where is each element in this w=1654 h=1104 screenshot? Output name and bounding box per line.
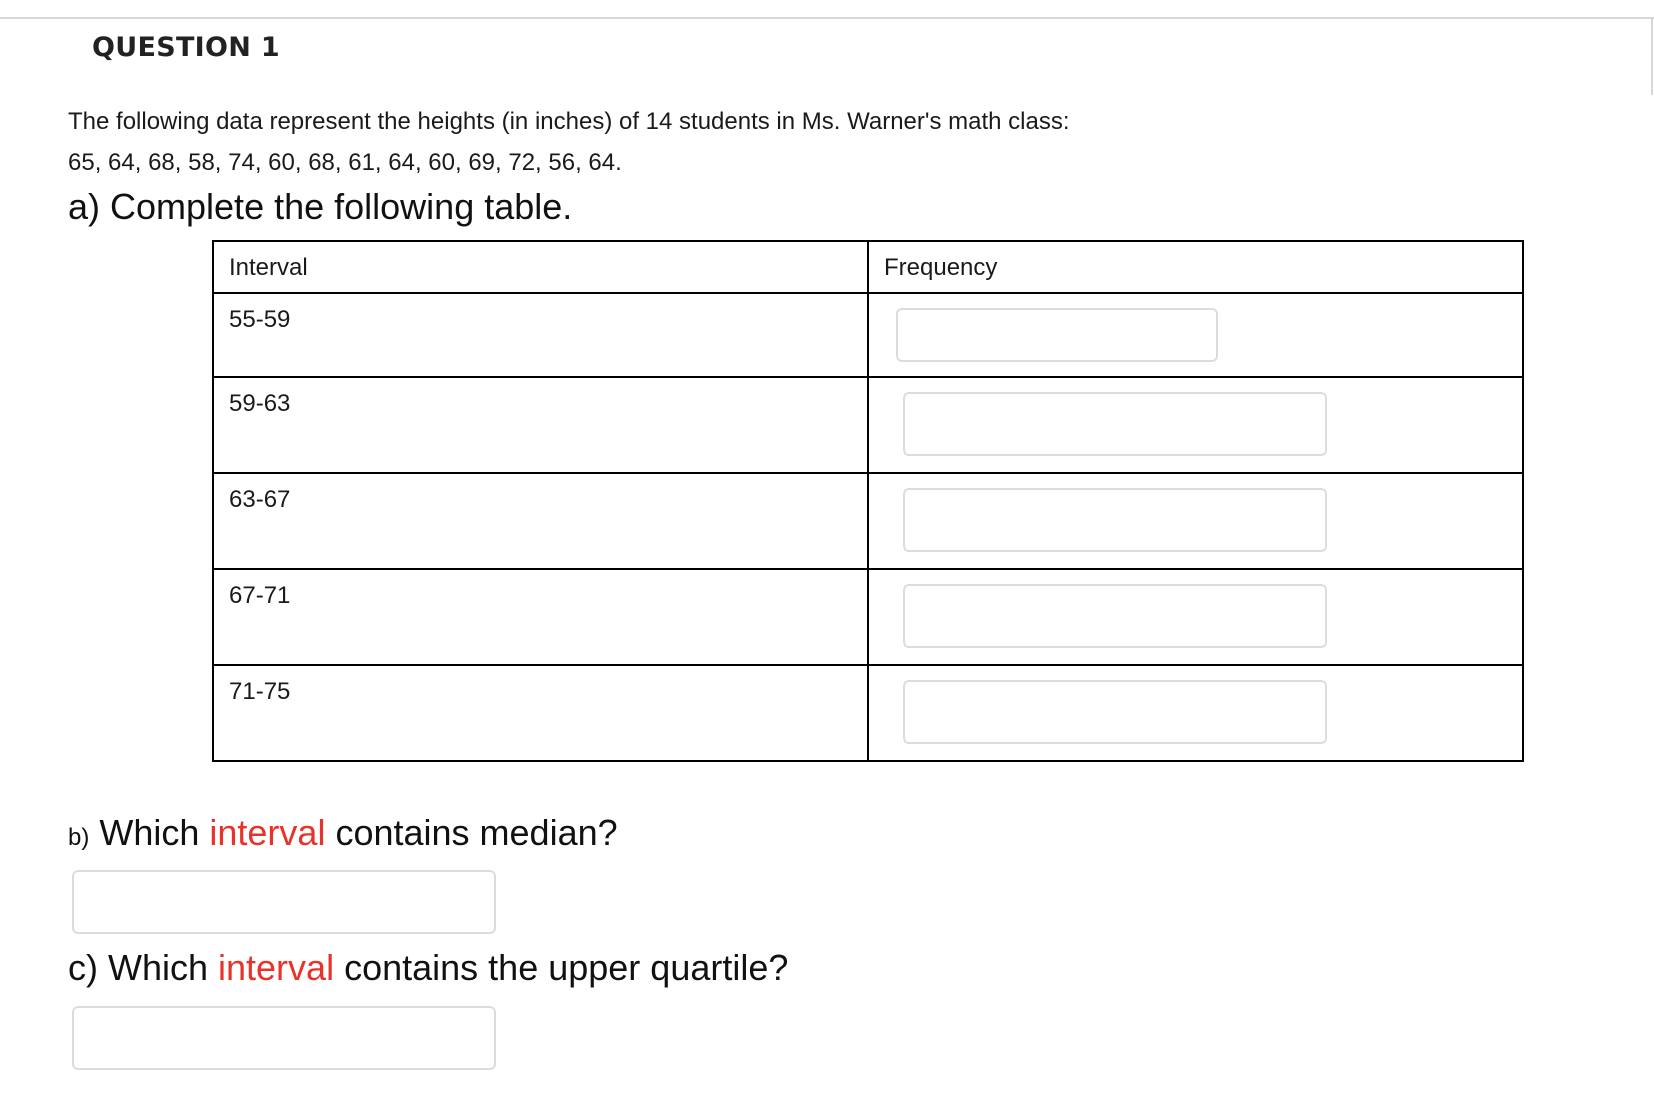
interval-label: 63-67 <box>229 486 291 513</box>
part-a-prompt: a) Complete the following table. <box>68 186 573 227</box>
upper-quartile-interval-input[interactable] <box>72 1006 496 1070</box>
interval-label: 59-63 <box>229 390 291 417</box>
part-b-label: b) <box>68 824 90 851</box>
interval-label: 55-59 <box>229 306 291 333</box>
part-b-text-after: contains median? <box>325 812 618 853</box>
question-intro: The following data represent the heights (in inches) of 14 students in Ms. Warner's math class: <box>68 108 1070 135</box>
frequency-input-63-67[interactable] <box>903 488 1327 552</box>
interval-cell <box>213 293 868 377</box>
right-divider <box>1651 17 1653 95</box>
part-c-highlight: interval <box>218 947 335 988</box>
table-row <box>213 377 1523 473</box>
header-frequency: Frequency <box>884 254 998 281</box>
header-interval-cell <box>213 241 868 293</box>
interval-cell <box>213 665 868 761</box>
table-row <box>213 473 1523 569</box>
part-c-text-after: contains the upper quartile? <box>334 947 789 988</box>
frequency-table <box>212 240 1524 762</box>
interval-cell <box>213 377 868 473</box>
table-row <box>213 293 1523 377</box>
frequency-input-67-71[interactable] <box>903 584 1327 648</box>
median-interval-input[interactable] <box>72 870 496 934</box>
interval-cell <box>213 569 868 665</box>
interval-label: 67-71 <box>229 582 291 609</box>
top-divider <box>0 17 1654 19</box>
interval-label: 71-75 <box>229 678 291 705</box>
header-interval: Interval <box>229 254 308 281</box>
interval-cell <box>213 473 868 569</box>
part-b-text-before: Which <box>99 812 210 853</box>
frequency-input-59-63[interactable] <box>903 392 1327 456</box>
frequency-cell <box>868 473 1523 569</box>
frequency-cell <box>868 377 1523 473</box>
table-row <box>213 665 1523 761</box>
frequency-cell <box>868 665 1523 761</box>
frequency-cell <box>868 293 1523 377</box>
table-row <box>213 569 1523 665</box>
frequency-cell <box>868 569 1523 665</box>
data-values: 65, 64, 68, 58, 74, 60, 68, 61, 64, 60, 69, 72, 56, 64. <box>68 149 622 176</box>
frequency-input-55-59[interactable] <box>896 308 1218 362</box>
question-title: QUESTION 1 <box>92 32 280 63</box>
part-b-highlight: interval <box>209 812 326 853</box>
frequency-input-71-75[interactable] <box>903 680 1327 744</box>
part-b-prompt <box>68 812 618 854</box>
part-c-text-before: c) Which <box>68 947 219 988</box>
table-header-row <box>213 241 1523 293</box>
header-frequency-cell <box>868 241 1523 293</box>
part-c-prompt <box>68 947 788 989</box>
